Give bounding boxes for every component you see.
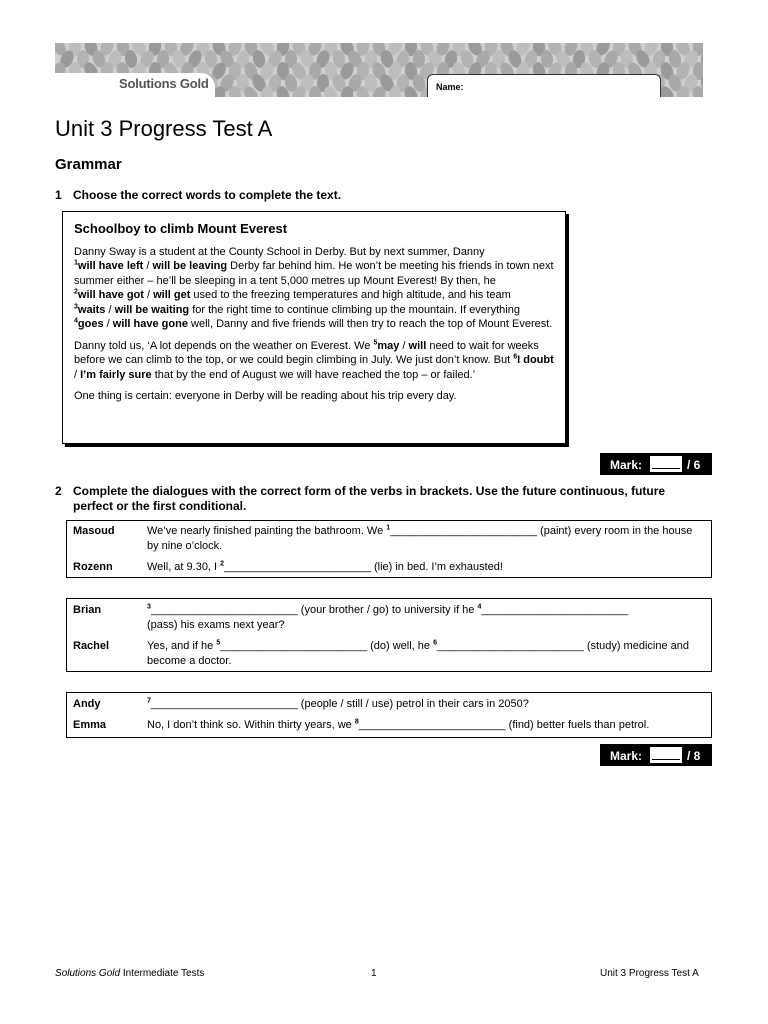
choice-5a[interactable]: may	[377, 339, 400, 352]
speaker-rachel: Rachel	[73, 640, 110, 652]
article-paragraph-2: Danny told us, ‘A lot depends on the weather on Everest. We $^5$may / will need to wait for weeks before we can climb to the top, or we could begin climbing in July. We just don’t know. But $^6$I doubt / I’m fairly sure that by the end of August we will have reached the top – or failed.’	[74, 338, 554, 381]
dialogue-box-2	[66, 598, 712, 672]
answer-blank-6[interactable]: ________________________	[437, 640, 584, 652]
answer-blank-3[interactable]: ________________________	[150, 604, 298, 616]
dialogue-box-3	[66, 692, 712, 738]
choice-4a[interactable]: goes	[77, 318, 104, 330]
speaker-brian: Brian	[73, 604, 102, 616]
speaker-rozenn: Rozenn	[73, 561, 113, 573]
section-heading: Grammar	[55, 156, 122, 173]
footer-page-number: 1	[371, 968, 377, 979]
mark-total: / 8	[687, 749, 701, 763]
choice-2b[interactable]: will get	[153, 289, 191, 301]
article-paragraph-1: Danny Sway is a student at the County School in Derby. But by next summer, Danny $^1$will have left / will be leaving Derby far behind him. He won’t be meeting his friends in town next summer either – he’ll be sleeping in a tent 5,000 metres up Mount Everest! By then, he $^2$will have got / will get used to the freezing temperatures and high altitude, and his team $^3$waits / will be waiting for the right time to continue climbing up the mountain. If everything $^4$goes / will have gone well, Danny and five friends will then try to reach the top of Mount Everest.	[74, 245, 554, 330]
dialogue-line: Yes, and if he $^5$________________________ (do) well, he $^6$________________________ (study) medicine and become a doctor.	[147, 639, 689, 667]
mark-total: / 6	[687, 458, 701, 472]
choice-2a[interactable]: will have got	[77, 289, 144, 301]
dialogue-line: We’ve nearly finished painting the bathroom. We $^1$________________________ (paint) every room in the house by nine o’clock.	[147, 524, 693, 552]
choice-5b[interactable]: will	[408, 339, 427, 352]
mark-input-q1[interactable]	[650, 456, 682, 472]
article-box	[62, 211, 566, 444]
question-2-instruction: Complete the dialogues with the correct form of the verbs in brackets. Use the future continuous, future perfect or the first conditional.	[73, 484, 666, 513]
question-2-number: 2	[55, 484, 62, 498]
article-title: Schoolboy to climb Mount Everest	[74, 221, 288, 236]
header-banner	[55, 43, 703, 97]
answer-blank-4[interactable]: ________________________	[481, 604, 629, 616]
mark-label: Mark:	[610, 458, 643, 472]
name-field[interactable]	[427, 74, 661, 97]
page-title: Unit 3 Progress Test A	[55, 116, 273, 141]
answer-blank-5[interactable]: ________________________	[220, 640, 368, 652]
speaker-emma: Emma	[73, 719, 107, 731]
brand-logo-text: Solutions Gold	[119, 76, 209, 91]
footer-book-title: Solutions Gold Intermediate Tests	[55, 968, 205, 979]
choice-3a[interactable]: waits	[77, 303, 106, 316]
dialogue-line: $^3$________________________ (your brother / go) to university if he $^4$________________________ (pass) his exams next year?	[147, 603, 629, 631]
dialogue-line: No, I don’t think so. Within thirty years, we $^8$________________________ (find) better fuels than petrol.	[147, 718, 650, 731]
speaker-masoud: Masoud	[73, 525, 115, 537]
choice-3b[interactable]: will be waiting	[114, 303, 190, 316]
question-1-number: 1	[55, 188, 62, 202]
answer-blank-8[interactable]: ________________________	[358, 719, 506, 731]
dialogue-line: Well, at 9.30, I $^2$________________________ (lie) in bed. I’m exhausted!	[147, 560, 503, 573]
choice-6b[interactable]: I’m fairly sure	[80, 368, 152, 381]
dialogue-line: $^7$________________________ (people / still / use) petrol in their cars in 2050?	[147, 697, 529, 710]
choice-1b[interactable]: will be leaving	[152, 260, 228, 272]
choice-4b[interactable]: will have gone	[112, 318, 188, 330]
mark-box-q2	[600, 744, 712, 766]
speaker-andy: Andy	[73, 698, 101, 710]
article-paragraph-3: One thing is certain: everyone in Derby will be reading about his trip every day.	[74, 390, 457, 402]
mark-box-q1	[600, 453, 712, 475]
brand-tab	[55, 73, 215, 97]
answer-blank-1[interactable]: ________________________	[390, 525, 538, 537]
answer-blank-7[interactable]: ________________________	[150, 698, 298, 710]
footer-test-name: Unit 3 Progress Test A	[600, 968, 699, 979]
choice-1a[interactable]: will have left	[77, 260, 144, 272]
answer-blank-2[interactable]: ________________________	[224, 561, 371, 573]
mark-label: Mark:	[610, 749, 643, 763]
choice-6a[interactable]: I doubt	[517, 354, 554, 366]
mark-input-q2[interactable]	[650, 747, 682, 763]
question-1-instruction: Choose the correct words to complete the text.	[73, 188, 342, 202]
dialogue-box-1	[66, 520, 712, 578]
name-label: Name:	[436, 82, 464, 92]
